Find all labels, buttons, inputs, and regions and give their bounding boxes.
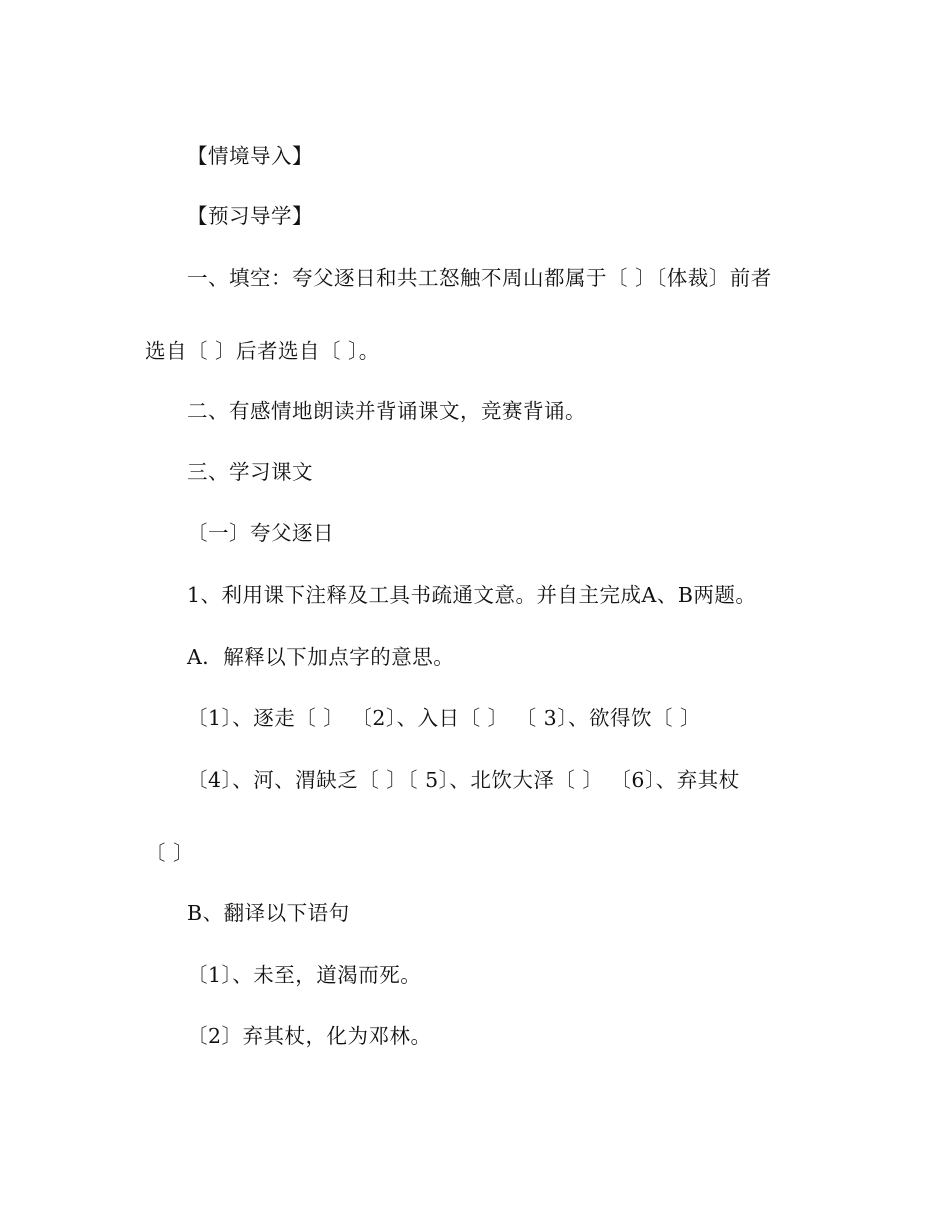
part-b-title: B、翻译以下语句 [187,901,350,925]
section-title-kuafu: 〔一〕夸父逐日 [187,521,334,545]
part-a-title: A．解释以下加点字的意思。 [187,645,455,669]
task-1: 1、利用课下注释及工具书疏通文意。并自主完成A、B两题。 [187,583,757,607]
part-a-row1: 〔1〕、逐走〔 〕 〔2〕、入日〔 〕 〔 3〕、欲得饮〔 〕 [187,706,701,730]
part-b-item1: 〔1〕、未至，道渴而死。 [187,963,422,987]
part-b-item2: 〔2〕弃其杖，化为邓林。 [187,1024,432,1048]
fill-blank-question-line1: 一、填空：夸父逐日和共工怒触不周山都属于〔 〕〔体裁〕前者 [187,266,772,290]
part-a-row2-line1: 〔4〕、河、渭缺乏〔 〕〔 5〕、北饮大泽〔 〕 〔6〕、弃其杖 [187,768,740,792]
fill-blank-question-line2: 选自〔 〕后者选自〔 〕。 [145,339,380,363]
preview-heading: 【预习导学】 [187,204,313,228]
study-text-heading: 三、学习课文 [187,460,313,484]
recite-question: 二、有感情地朗读并背诵课文，竞赛背诵。 [187,399,586,423]
scenario-heading: 【情境导入】 [187,144,313,168]
part-a-row2-line2: 〔 〕 [145,841,195,865]
